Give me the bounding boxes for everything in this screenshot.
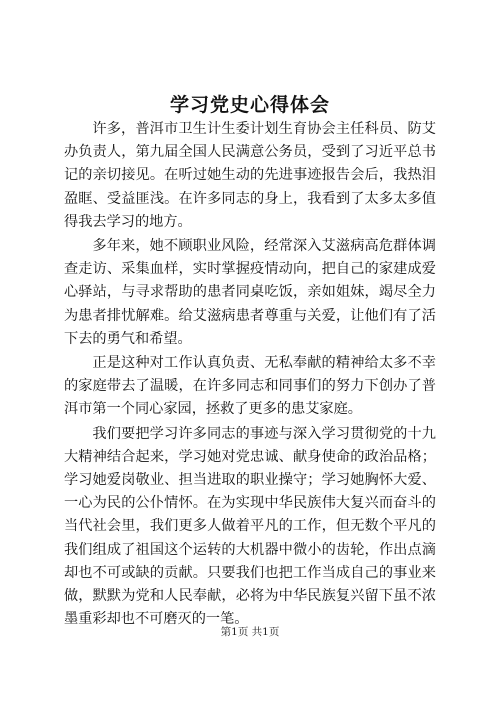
document-body	[64, 118, 436, 631]
paragraph-1: 许多，普洱市卫生计生委计划生育协会主任科员、防艾办负责人，第九届全国人民满意公务员，受到了习近平总书记的亲切接见。在听过她生动的先进事迹报告会后，我热泪盈眶、受益匪浅。在许多同志的身上，我看到了太多太多值得我去学习的地方。	[64, 121, 436, 230]
document-title: 学习党史心得体会	[169, 94, 330, 116]
paragraph-4: 我们要把学习许多同志的事迹与深入学习贯彻党的十九大精神结合起来，学习她对党忠诚、献身使命的政治品格；学习她爱岗敬业、担当进取的职业操守；学习她胸怀大爱、一心为民的公仆情怀。在为实现中华民族伟大复兴而奋斗的当代社会里，我们更多人做着平凡的工作，但无数个平凡的我们组成了祖国这个运转的大机器中微小的齿轮，作出点滴却也不可或缺的贡献。只要我们也把工作当成自己的事业来做，默默为党和人民奉献，必将为中华民族复兴留下虽不浓墨重彩却也不可磨灭的一笔。	[64, 425, 436, 628]
paragraph-2: 多年来，她不顾职业风险，经常深入艾滋病高危群体调查走访、采集血样，实时掌握疫情动向，把自己的家建成爱心驿站，与寻求帮助的患者同桌吃饭，亲如姐妹，竭尽全力为患者排忧解难。给艾滋病患者尊重与关爱，让他们有了活下去的勇气和希望。	[64, 238, 436, 347]
paragraph-3: 正是这种对工作认真负责、无私奉献的精神给太多不幸的家庭带去了温暖，在许多同志和同事们的努力下创办了普洱市第一个同心家园，拯救了更多的患艾家庭。	[64, 355, 436, 418]
page-number-footer: 第1页 共1页	[220, 626, 280, 638]
